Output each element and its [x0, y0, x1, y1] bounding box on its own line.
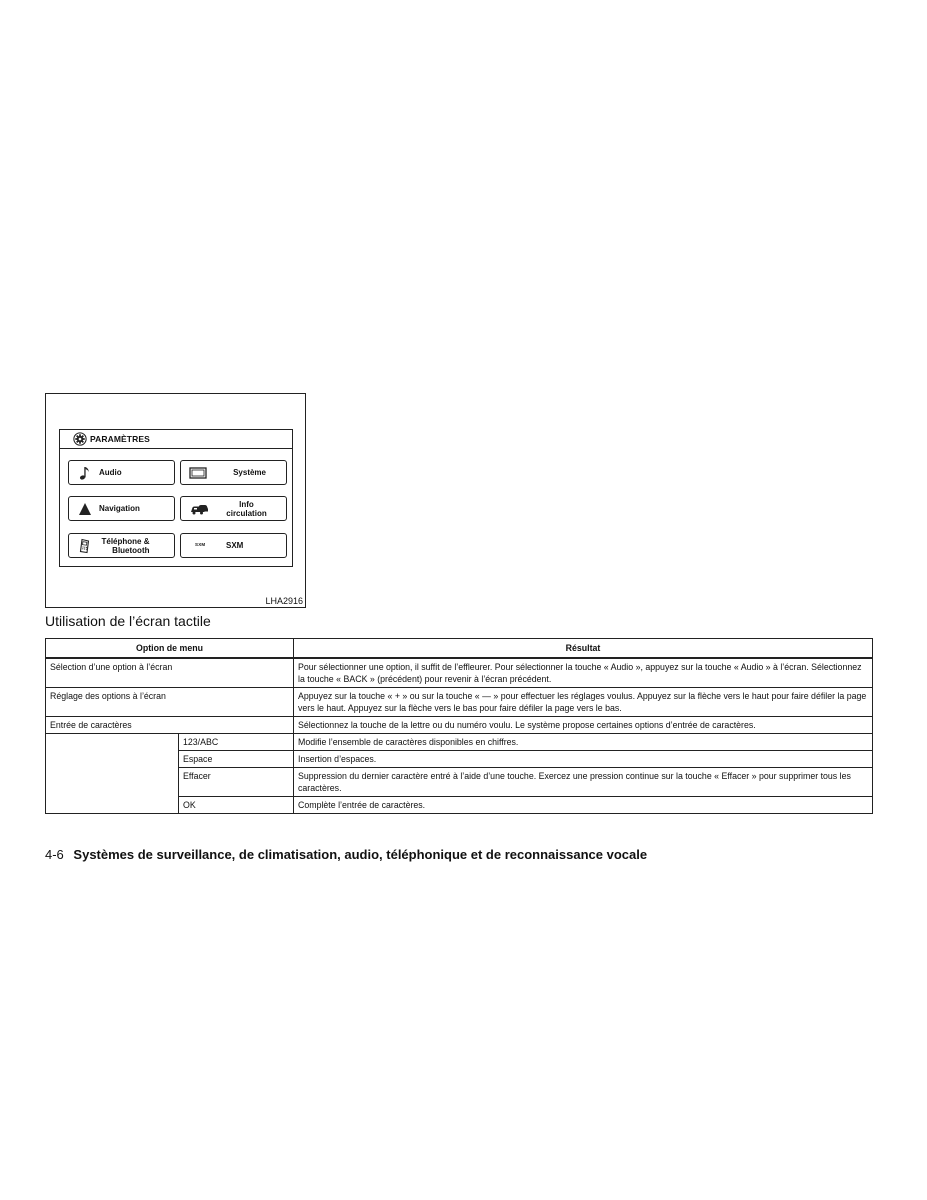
audio-button[interactable] [68, 460, 175, 485]
traffic-info-label [215, 497, 278, 520]
table-subrow [46, 734, 873, 751]
subrow-result: Insertion d’espaces. [294, 751, 873, 768]
subrow-option: Espace [179, 751, 294, 768]
chapter-title: Systèmes de surveillance, de climatisation, audio, téléphonique et de reconnaissance vocale [73, 847, 648, 862]
music-note-icon [77, 465, 93, 481]
subrow-result: Suppression du dernier caractère entré à l’aide d’une touche. Exercez une pression continue sur la touche « Effacer » pour supprimer tous les caractères. [294, 768, 873, 797]
settings-screen-figure [45, 393, 306, 608]
menu-options-table [45, 638, 873, 814]
table-row [46, 658, 873, 688]
page-footer [45, 847, 647, 862]
sxm-logo-icon: SXM [195, 542, 206, 547]
row-result: Appuyez sur la touche « + » ou sur la touche « — » pour effectuer les réglages voulus. Appuyez sur la flèche vers le haut pour faire défiler la page vers le haut. Appuyez sur la flèche vers le bas pour faire défiler la page vers le bas. [294, 688, 873, 717]
monitor-icon [189, 465, 207, 481]
subrow-result: Complète l’entrée de caractères. [294, 797, 873, 814]
traffic-info-button[interactable] [180, 496, 287, 521]
traffic-info-line2: circulation [226, 508, 267, 518]
blank-cell [46, 734, 179, 814]
sxm-label: SXM [226, 541, 244, 550]
section-caption: Utilisation de l’écran tactile [45, 613, 211, 629]
row-option: Réglage des options à l’écran [46, 688, 294, 717]
figure-code: LHA2916 [265, 596, 303, 606]
navigation-label: Navigation [99, 504, 140, 513]
system-label: Système [233, 468, 266, 477]
phone-label-line1: Téléphone & [101, 536, 150, 546]
subrow-option: 123/ABC [179, 734, 294, 751]
phone-bluetooth-label [97, 534, 154, 557]
settings-screen [59, 429, 293, 567]
system-button[interactable] [180, 460, 287, 485]
page-number: 4-6 [45, 847, 64, 862]
sxm-button[interactable] [180, 533, 287, 558]
audio-label: Audio [99, 468, 122, 477]
traffic-cars-icon [189, 501, 209, 517]
screen-title: PARAMÈTRES [90, 434, 150, 444]
traffic-info-line1: Info [239, 499, 254, 509]
table-header-row [46, 639, 873, 659]
row-option: Sélection d’une option à l’écran [46, 658, 294, 688]
row-result: Pour sélectionner une option, il suffit de l’effleurer. Pour sélectionner la touche « Audio », appuyez sur la touche « Audio » à l’écran. Sélectionnez la touche « BACK » (précédent) pour revenir à l’écran précédent. [294, 658, 873, 688]
phone-bluetooth-button[interactable] [68, 533, 175, 558]
screen-header [60, 430, 292, 449]
row-result: Sélectionnez la touche de la lettre ou du numéro voulu. Le système propose certaines options d’entrée de caractères. [294, 717, 873, 734]
table-row [46, 717, 873, 734]
gear-icon [73, 432, 87, 446]
subrow-result: Modifie l’ensemble de caractères disponibles en chiffres. [294, 734, 873, 751]
phone-icon [77, 538, 93, 554]
navigation-arrow-icon [77, 501, 93, 517]
header-option: Option de menu [46, 639, 294, 659]
subrow-option: Effacer [179, 768, 294, 797]
subrow-option: OK [179, 797, 294, 814]
table-row [46, 688, 873, 717]
row-option: Entrée de caractères [46, 717, 294, 734]
header-result: Résultat [294, 639, 873, 659]
navigation-button[interactable] [68, 496, 175, 521]
phone-label-line2: Bluetooth [112, 545, 150, 555]
